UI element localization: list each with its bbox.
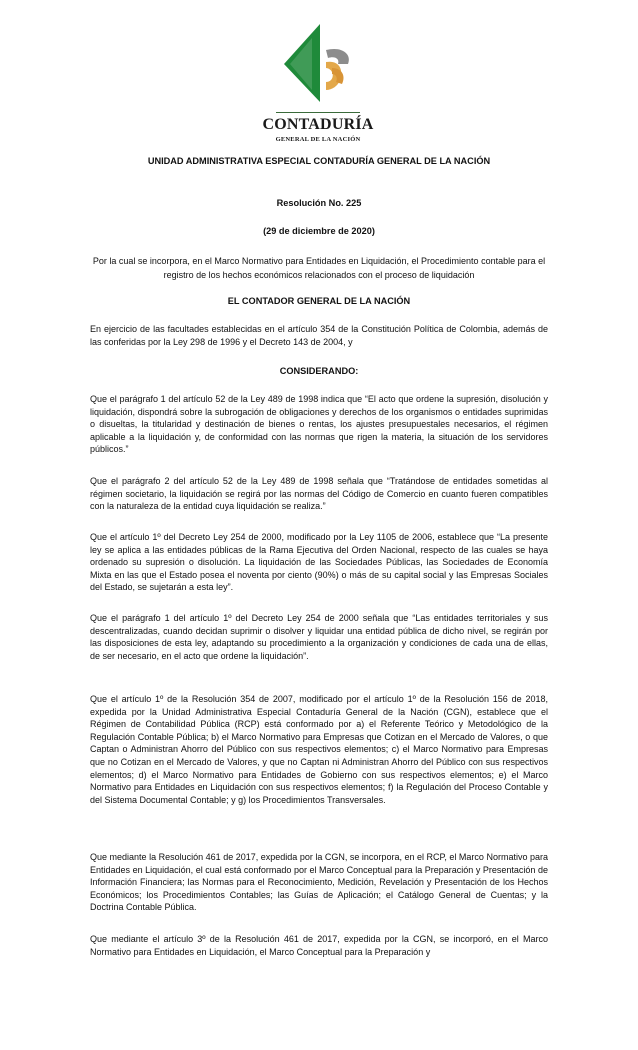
contaduria-emblem-icon [282,24,354,106]
powers-paragraph: En ejercicio de las facultades establecidas en el artículo 354 de la Constitución Política de Colombia, además de las conferidas por la Ley 298 de 1996 y el Decreto 143 de 2004, y [90,324,548,347]
paragraph-3: Que el artículo 1º del Decreto Ley 254 de 2000, modificado por la Ley 1105 de 2006, establece que “La presente ley se aplica a las entidades públicas de la Rama Ejecutiva del Orden Nacional, respecto de las cuales se haya ordenado su supresión o disolución. La liquidación de las Sociedades Públicas, las Sociedades de Economía Mixta en las que el Estado posea el noventa por ciento (90%) o más de su capital social y las Empresas Sociales del Estado, se sujetarán a esta ley”. [90,532,548,593]
resolution-summary: Por la cual se incorpora, en el Marco Normativo para Entidades en Liquidación, el Procedimiento contable para el registro de los hechos económicos relacionados con el proceso de liquidación [92,256,546,280]
paragraph-7: Que mediante el artículo 3º de la Resolución 461 de 2017, expedida por la CGN, se incorporó, en el Marco Normativo para Entidades en Liquidación, el Marco Conceptual para la Preparación y [90,934,548,957]
resolution-date: (29 de diciembre de 2020) [263,226,375,236]
paragraph-6: Que mediante la Resolución 461 de 2017, expedida por la CGN, se incorpora, en el RCP, el Marco Normativo para Entidades en Liquidación, el cual está conformado por el Marco Conceptual para la Preparación y Presentación de Información Financiera; las Normas para el Reconocimiento, Medición, Revelación y Presentación de los Hechos Económicos; los Procedimientos Contables; las Guías de Aplicación; el Catálogo General de Cuentas; y la Doctrina Contable Pública. [90,852,548,913]
logo-subtitle: GENERAL DE LA NACIÓN [275,136,361,143]
considering-heading: CONSIDERANDO: [279,366,359,376]
paragraph-2: Que el parágrafo 2 del artículo 52 de la Ley 489 de 1998 señala que “Tratándose de entidades sometidas al régimen societario, la liquidación se regirá por las normas del Código de Comercio en cuanto fueren compatibles con la naturaleza de la entidad cuya liquidación se realiza.” [90,476,548,512]
paragraph-4: Que el parágrafo 1 del artículo 1º del Decreto Ley 254 de 2000 señala que “Las entidades territoriales y sus descentralizadas, cuando decidan suprimir o disolver y liquidar una entidad pública de dicho nivel, se regirán por las disposiciones de esta ley, adaptando su procedimiento a la organización y condiciones de cada una de ellas, de ser necesario, en el acto que ordene la liquidación”. [90,613,548,661]
logo-brand: CONTADURÍA [262,116,374,133]
entity-heading: UNIDAD ADMINISTRATIVA ESPECIAL CONTADURÍA GENERAL DE LA NACIÓN [147,156,491,166]
paragraph-1: Que el parágrafo 1 del artículo 52 de la Ley 489 de 1998 indica que “El acto que ordene la supresión, disolución y liquidación, dispondrá sobre la subrogación de obligaciones y derechos de los organismos o entidades suprimidas o disueltas, la titularidad y destinación de bienes o rentas, los ajustes presupuestales necesarios, el régimen aplicable a la liquidación y, de conformidad con las normas que rigen la materia, la situación de los servidores públicos.” [90,394,548,455]
paragraph-5: Que el artículo 1º de la Resolución 354 de 2007, modificado por el artículo 1º de la Resolución 156 de 2018, expedida por la Unidad Administrativa Especial Contaduría General de la Nación (CGN), establece que el Régimen de Contabilidad Pública (RCP) está conformado por a) el Referente Teórico y Metodológico de la Regulación Contable Pública; b) el Marco Normativo para Empresas que Cotizan en el Mercado de Valores, o que Captan o Administran Ahorro del Público con sus respectivos elementos; c) el Marco Normativo para Empresas que no Cotizan en el Mercado de Valores, y que no Captan ni Administran Ahorro del Público con sus respectivos elementos; d) el Marco Normativo para Entidades de Gobierno con sus respectivos elementos; e) el Marco Normativo para Entidades en Liquidación con sus respectivos elementos; f) la Regulación del Proceso Contable y del Sistema Documental Contable; y g) los Procedimientos Transversales. [90,694,548,805]
authority-heading: EL CONTADOR GENERAL DE LA NACIÓN [227,296,411,306]
resolution-number: Resolución No. 225 [276,198,362,208]
contaduria-logo [262,24,374,144]
logo-rule [276,112,360,113]
